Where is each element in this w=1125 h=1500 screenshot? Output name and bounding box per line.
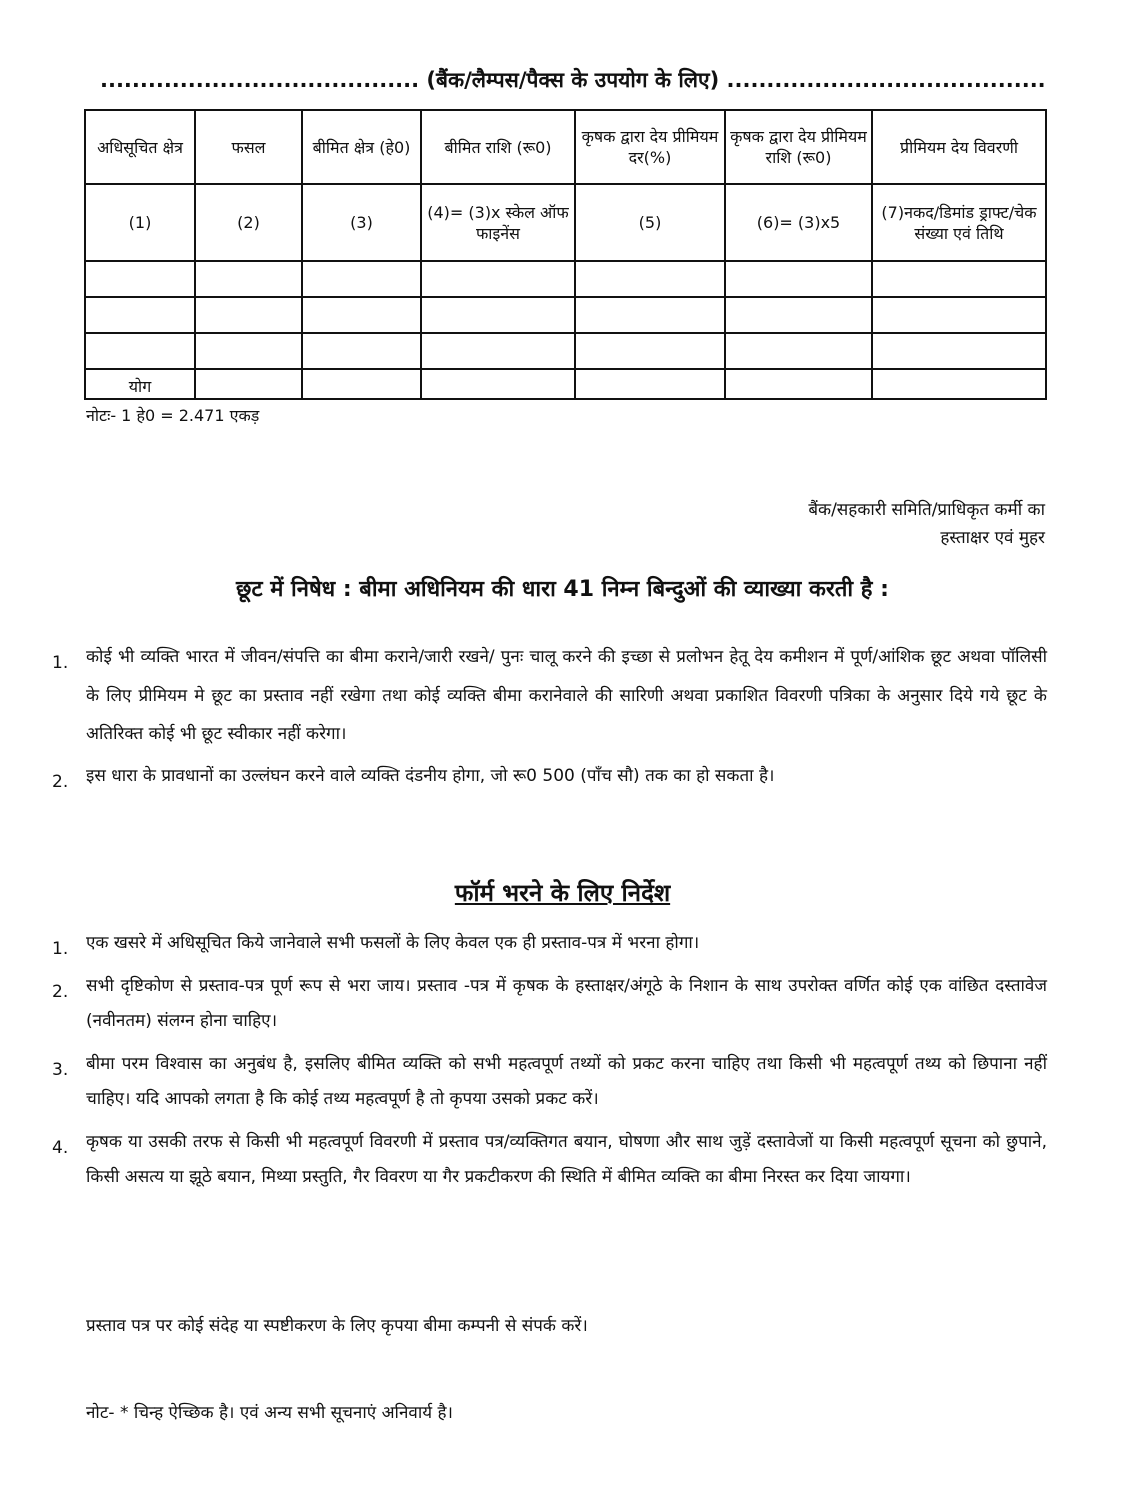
list-item-number: 3. <box>52 1060 69 1080</box>
table-total-row <box>85 369 1046 399</box>
table-cell[interactable] <box>195 297 302 333</box>
mandatory-fields-note: नोट- * चिन्ह ऐच्छिक है। एवं अन्य सभी सूचनाएं अनिवार्य है। <box>86 1403 453 1423</box>
table-cell[interactable] <box>872 369 1046 399</box>
table-cell[interactable] <box>872 261 1046 297</box>
column-number-2: (2) <box>195 184 302 261</box>
header-crop: फसल <box>195 110 302 184</box>
header-insured-area: बीमित क्षेत्र (हे0) <box>302 110 421 184</box>
column-number-7: (7)नकद/डिमांड ड्राफ्ट/चेक संख्या एवं तिथि <box>872 184 1046 261</box>
table-cell[interactable] <box>85 297 195 333</box>
table-cell[interactable] <box>195 369 302 399</box>
signature-line-1: बैंक/सहकारी समिति/प्राधिकृत कर्मी का <box>808 500 1045 520</box>
table-cell[interactable] <box>575 297 725 333</box>
list-item <box>52 1125 1047 1195</box>
table-cell[interactable] <box>302 297 421 333</box>
table-cell[interactable] <box>195 261 302 297</box>
table-row <box>85 261 1046 297</box>
header-sum-insured: बीमित राशि (रू0) <box>421 110 575 184</box>
list-item-number: 1. <box>52 939 69 959</box>
list-item-number: 4. <box>52 1138 69 1158</box>
table-cell[interactable] <box>302 261 421 297</box>
table-cell[interactable] <box>725 297 872 333</box>
rebate-prohibition-list <box>52 638 1047 795</box>
header-premium-rate: कृषक द्वारा देय प्रीमियम दर(%) <box>575 110 725 184</box>
table-cell[interactable] <box>421 333 575 369</box>
list-item <box>52 757 1047 796</box>
list-item-text: कोई भी व्यक्ति भारत में जीवन/संपत्ति का बीमा कराने/जारी रखने/ पुनः चालू करने की इच्छा से प्रलोभन हेतू देय कमीशन में पूर्ण/आंशिक छूट अथवा पॉलिसी के लिए प्रीमियम मे छूट का प्रस्ताव नहीं रखेगा तथा कोई व्यक्ति बीमा करानेवाले की सारिणी अथवा प्रकाशित विवरणी पत्रिका के अनुसार दिये गये छूट के अतिरिक्त कोई भी छूट स्वीकार नहीं करेगा। <box>86 647 1047 744</box>
list-item-text: एक खसरे में अधिसूचित किये जानेवाले सभी फसलों के लिए केवल एक ही प्रस्ताव-पत्र में भरना होगा। <box>86 933 700 953</box>
list-item-number: 1. <box>52 653 69 673</box>
area-conversion-note: नोटः- 1 हे0 = 2.471 एकड़ <box>86 406 260 425</box>
table-cell[interactable] <box>725 333 872 369</box>
column-number-5: (5) <box>575 184 725 261</box>
bank-use-heading: ........................................ (बैंक/लैम्पस/पैक्स के उपयोग के लिए) ........................................ <box>100 68 1046 92</box>
list-item <box>52 926 1047 961</box>
table-cell[interactable] <box>421 261 575 297</box>
contact-insurance-company-text: प्रस्ताव पत्र पर कोई संदेह या स्पष्टीकरण के लिए कृपया बीमा कम्पनी से संपर्क करें। <box>86 1316 588 1336</box>
column-number-6: (6)= (3)x5 <box>725 184 872 261</box>
table-header-row <box>85 110 1046 184</box>
table-cell[interactable] <box>725 369 872 399</box>
rebate-prohibition-heading: छूट में निषेध : बीमा अधिनियम की धारा 41 निम्न बिन्दुओं की व्याख्या करती है : <box>236 577 889 602</box>
header-notified-area: अधिसूचित क्षेत्र <box>85 110 195 184</box>
table-cell[interactable] <box>195 333 302 369</box>
signature-block <box>808 496 1045 552</box>
list-item-text: कृषक या उसकी तरफ से किसी भी महत्वपूर्ण विवरणी में प्रस्ताव पत्र/व्यक्तिगत बयान, घोषणा और साथ जुड़ें दस्तावेजों या किसी महत्वपूर्ण सूचना को छुपाने, किसी असत्य या झूठे बयान, मिथ्या प्रस्तुति, गैर विवरण या गैर प्रकटीकरण की स्थिति में बीमित व्यक्ति का बीमा निरस्त कर दिया जायगा। <box>86 1132 1047 1187</box>
table-cell[interactable] <box>575 333 725 369</box>
list-item-number: 2. <box>52 982 69 1002</box>
table-cell[interactable] <box>85 261 195 297</box>
column-number-3: (3) <box>302 184 421 261</box>
table-cell[interactable] <box>575 369 725 399</box>
table-cell[interactable] <box>85 333 195 369</box>
header-premium-payment-details: प्रीमियम देय विवरणी <box>872 110 1046 184</box>
total-label: योग <box>85 369 195 399</box>
table-column-number-row <box>85 184 1046 261</box>
header-premium-amount: कृषक द्वारा देय प्रीमियम राशि (रू0) <box>725 110 872 184</box>
list-item <box>52 1047 1047 1117</box>
form-instructions-list <box>52 926 1047 1195</box>
list-item <box>52 638 1047 754</box>
list-item-text: सभी दृष्टिकोण से प्रस्ताव-पत्र पूर्ण रूप से भरा जाय। प्रस्ताव -पत्र में कृषक के हस्ताक्षर/अंगूठे के निशान के साथ उपरोक्त वर्णित कोई एक वांछित दस्तावेज (नवीनतम) संलग्न होना चाहिए। <box>86 976 1047 1031</box>
list-item <box>52 969 1047 1039</box>
list-item-text: बीमा परम विश्वास का अनुबंध है, इसलिए बीमित व्यक्ति को सभी महत्वपूर्ण तथ्यों को प्रकट करना चाहिए तथा किसी भी महत्वपूर्ण तथ्य को छिपाना नहीं चाहिए। यदि आपको लगता है कि कोई तथ्य महत्वपूर्ण है तो कृपया उसको प्रकट करें। <box>86 1054 1047 1109</box>
table-cell[interactable] <box>575 261 725 297</box>
table-cell[interactable] <box>872 333 1046 369</box>
signature-line-2: हस्ताक्षर एवं मुहर <box>940 528 1045 548</box>
list-item-text: इस धारा के प्रावधानों का उल्लंघन करने वाले व्यक्ति दंडनीय होगा, जो रू0 500 (पाँच सौ) तक का हो सकता है। <box>86 765 775 786</box>
table-row <box>85 297 1046 333</box>
form-instructions-heading: फॉर्म भरने के लिए निर्देश <box>454 879 671 907</box>
premium-table <box>84 109 1047 400</box>
table-cell[interactable] <box>872 297 1046 333</box>
column-number-1: (1) <box>85 184 195 261</box>
table-cell[interactable] <box>302 369 421 399</box>
table-cell[interactable] <box>302 333 421 369</box>
column-number-4: (4)= (3)x स्केल ऑफ फाइनेंस <box>421 184 575 261</box>
table-cell[interactable] <box>421 297 575 333</box>
table-row <box>85 333 1046 369</box>
list-item-number: 2. <box>52 771 69 792</box>
table-cell[interactable] <box>421 369 575 399</box>
table-cell[interactable] <box>725 261 872 297</box>
